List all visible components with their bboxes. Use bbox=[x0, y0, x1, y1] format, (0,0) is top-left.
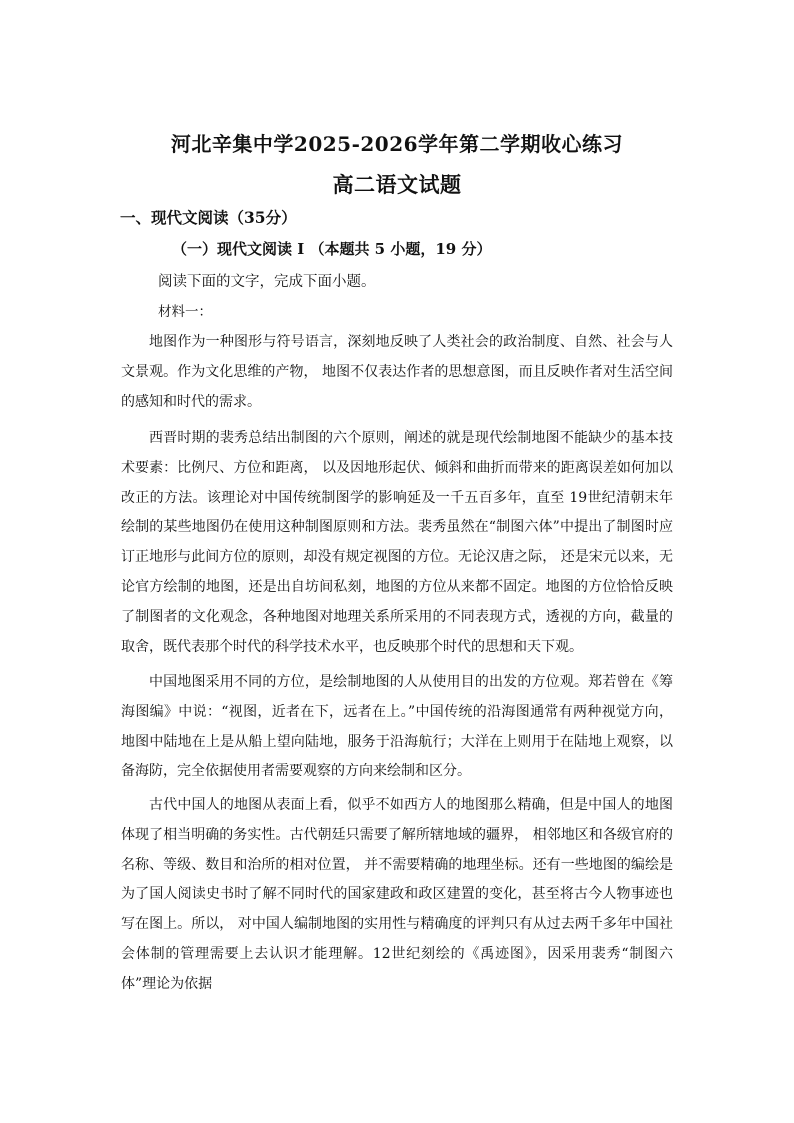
section-heading: 一、现代文阅读（35分） bbox=[120, 208, 297, 227]
body-paragraph: 西晋时期的裴秀总结出制图的六个原则，阐述的就是现代绘制地图不能缺少的基本技术要素：比例尺、方位和距离， 以及因地形起伏、倾斜和曲折而带来的距离误差如何加以改正的方法。该理论对中国传统制图学的影响延及一千五百多年，直至 19世纪清朝末年绘制的某些地图仍在使用这种制图原则和方法。裴秀虽然在“制图六体”中提出了制图时应订正地形与此间方位的原则，却没有规定视图的方位。无论汉唐之际， 还是宋元以来，无论官方绘制的地图，还是出自坊间私刻，地图的方位从来都不固定。地图的方位恰恰反映了制图者的文化观念，各种地图对地理关系所采用的不同表现方式，透视的方向，截量的取舍，既代表那个时代的科学技术水平，也反映那个时代的思想和天下观。 bbox=[121, 430, 673, 655]
exam-subtitle: 高二语文试题 bbox=[332, 172, 462, 197]
exam-title: 河北辛集中学2025-2026学年第二学期收心练习 bbox=[170, 132, 624, 156]
material-label: 材料一： bbox=[158, 304, 212, 320]
subsection-heading: （一）现代文阅读 I （本题共 5 小题，19 分） bbox=[172, 240, 492, 258]
reading-instruction: 阅读下面的文字，完成下面小题。 bbox=[158, 274, 376, 290]
body-paragraph: 中国地图采用不同的方位，是绘制地图的人从使用目的出发的方位观。郑若曾在《筹海图编》中说：“视图，近者在下，远者在上。”中国传统的沿海图通常有两种视觉方向，地图中陆地在上是从船上望向陆地，服务于沿海航行；大洋在上则用于在陆地上观察，以备海防，完全依据使用者需要观察的方向来绘制和区分。 bbox=[121, 674, 673, 780]
body-paragraph: 地图作为一种图形与符号语言，深刻地反映了人类社会的政治制度、自然、社会与人文景观。作为文化思维的产物， 地图不仅表达作者的思想意图，而且反映作者对生活空间的感知和时代的需求。 bbox=[121, 334, 673, 410]
body-paragraph: 古代中国人的地图从表面上看，似乎不如西方人的地图那么精确，但是中国人的地图体现了相当明确的务实性。古代朝廷只需要了解所辖地域的疆界， 相邻地区和各级官府的名称、等级、数目和治所的相对位置， 并不需要精确的地理坐标。还有一些地图的编绘是为了国人阅读史书时了解不同时代的国家建政和政区建置的变化，甚至将古今人物事迹也写在图上。所以， 对中国人编制地图的实用性与精确度的评判只有从过去两千多年中国社会体制的管理需要上去认识才能理解。12世纪刻绘的《禹迹图》，因采用裴秀“制图六体”理论为依据 bbox=[121, 797, 673, 992]
